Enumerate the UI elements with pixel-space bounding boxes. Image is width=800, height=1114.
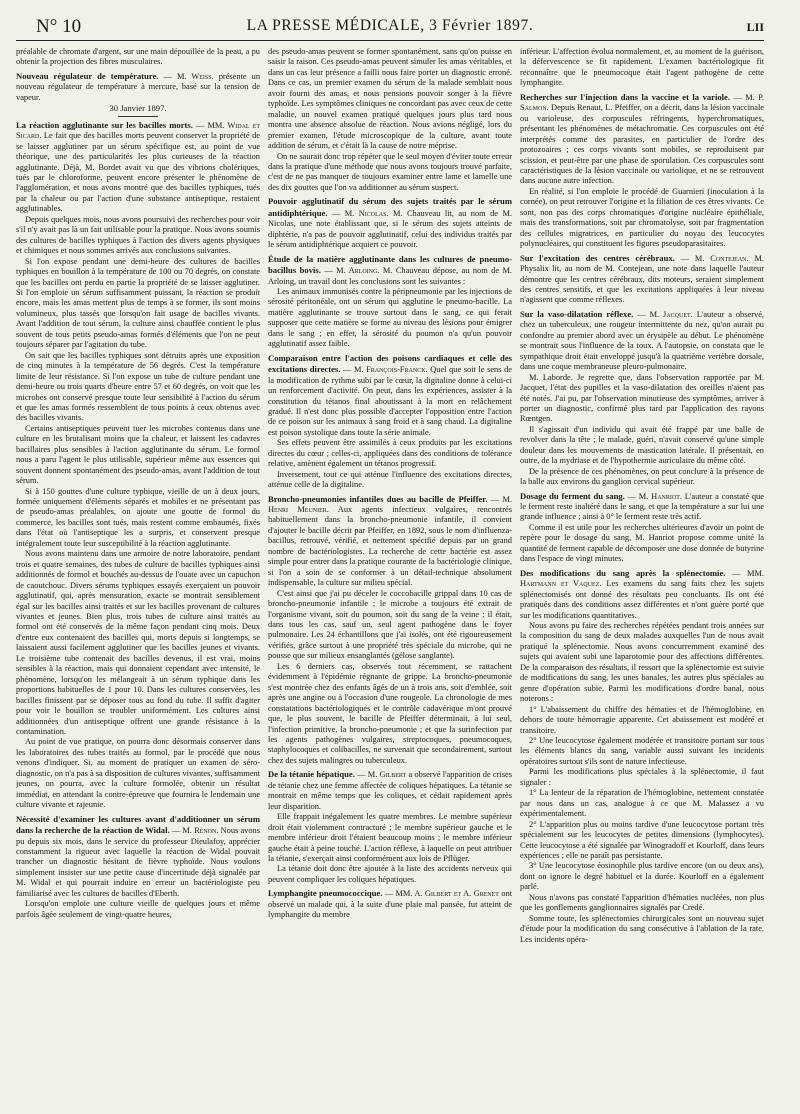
section-title: Pouvoir agglutinatif du sérum des sujets traités par le sérum antidiphtérique. bbox=[268, 196, 512, 218]
paragraph: Nous n'avons pas constaté l'apparition d'hématies nucléées, non plus que les gonflements ganglionnaires signalés par Credé. bbox=[520, 892, 764, 913]
paragraph: Si à 150 gouttes d'une culture typhique, vieille de un à deux jours, formée uniquement d'éléments séparés et mobiles et ne présentant pas de pseudo-amas préalables, on ajoute une goutte de formol du commerce, les bacilles sont tués, mais restent comme embaumés, fixés dans l'état où l'antiseptique les a surpris, et conservent presque intégralement toute leur susceptibilité à la réaction agglutinante. bbox=[16, 486, 260, 548]
section-text: Nous avons pu depuis six mois, dans le service du professeur Dieulafoy, apprécier constamment la rigueur avec laquelle la réaction de Widal pouvait trancher un diagnostic hésitant de fièvre typhoïde. Nous voulons simplement insister sur une petite cause d'incertitude déjà signalée par M. Widal et qui pourrait induire en erreur un bactériologiste peu familiarisé avec les cultures de bacilles d'Eberth. bbox=[16, 826, 260, 898]
section-text: M. Chauveau lit, au nom de M. Nicolas, une note établissant que, si le sérum des sujets atteints de diphtérie, n'a pas de pouvoir agglutinatif, celui des individus traités par le sérum antidiphtérique acquiert ce pouvoir. bbox=[268, 208, 512, 250]
section-title: Lymphangite pneumococcique. bbox=[268, 888, 383, 899]
section-text: présente un nouveau régulateur de température à mercure, basé sur la tension de vapeur. bbox=[16, 71, 260, 102]
paragraph: Lorsqu'on emploie une culture vieille de quelques jours et même parfois âgée seulement de vingt-quatre heures, bbox=[16, 899, 260, 919]
section-author: — MM. A. Gilbert et A. Grenet bbox=[384, 889, 499, 899]
section-text: Les examens du sang faits chez les sujets splénectomisés ont donné des résultats peu concluants. Ils ont été pratiqués dans des conditions assez différentes et n'ont guère porté que sur les modifications quantitatives. bbox=[520, 579, 764, 620]
section-text: L'auteur a observé, chez un tuberculeux, une rougeur intermittente du nez, qu'on aurait pu confondre au premier abord avec un érysipèle au début. Le phénomène se montrait sous l'influence de la toux. A l'autopsie, on constata que le sympathique droit était enveloppé jusqu'à la quatrième vertèbre dorsale, dans une coque membraneuse pleuro-pulmonaire. bbox=[520, 309, 764, 372]
paragraph: Les animaux immunisés contre la péripneumonie par les injections de sérosité péritonéale, ont un sérum qui agglutine le pneumo-bacille. La matière agglutinante se trouve surtout dans le sang, ce qui ferait supposer que cette matière se forme au niveau des lésions pour émigrer dans le sang ; en effet, la sérosité du poumon n'a qu'un pouvoir agglutinatif assez faible. bbox=[268, 286, 512, 349]
paragraph: Il s'agissait d'un individu qui avait été frappé par une balle de revolver dans la tête ; le malade, guéri, n'avait conservé qu'une simple douleur dans les mouvements de mastication latérale. Il présentait, en outre, de la mydriase et de l'hypothermie auriculaire du même côté. bbox=[520, 424, 764, 466]
paragraph: Nous avons pu faire des recherches répétées pendant trois années sur la composition du sang de deux malades auxquelles l'un de nous avait pratiqué la splénectomie. Nous avons concurremment examiné des sujets qui avaient subi une laparotomie pour des affections différentes. De la comparaison des résultats, il ressort que la splénectomie est suivie de modifications du sang, les unes banales, les autres plus spéciales au genre d'opération subie. Parmi les modifications d'ordre banal, nous noterons : bbox=[520, 621, 764, 704]
section-title: Recherches sur l'injection dans la vaccine et la variole. bbox=[520, 91, 731, 102]
page-header bbox=[16, 10, 764, 41]
paragraph: 1° L'abaissement du chiffre des hématies et de l'hémoglobine, en dehors de toute hémorragie apparente. Cet abaissement est modéré et transitoire. bbox=[520, 704, 764, 735]
paragraph: Parmi les modifications plus spéciales à la splénectomie, il faut signaler : bbox=[520, 767, 764, 787]
section-author: — M. François-Franck. bbox=[343, 365, 428, 375]
paragraph: Ses effets peuvent être assimilés à ceux produits par les excitations directes du cœur ; celles-ci, appliquées dans des conditions de tolérance relative, amènent également un tétanos progressif. bbox=[268, 438, 512, 469]
section-title: Des modifications du sang après la splénectomie. bbox=[520, 567, 726, 578]
paragraph: En réalité, si l'on emploie le procédé de Guarnieri (inoculation à la cornée), on peut retrouver l'origine et la filiation de ces êtres vivants. Ce sont, non pas des corps chromatiques d'origine nucléaire épithéliale, mais des transformations, soit par chromatolyse, soit par fragmentation des cellules migratrices, en particulier du noyau des leucocytes polynucléaires, qui constituent les figures pseudoparasitaires. bbox=[520, 186, 764, 249]
section-title: Nécessité d'examiner les cultures avant d'additionner un sérum dans la recherche de la réaction de Widal. bbox=[16, 813, 260, 836]
paragraph: On ne saurait donc trop répéter que le seul moyen d'éviter toute erreur dans la pratique d'une méthode que nous avons toujours trouvé parfaite, c'est de ne pas manquer de toujours examiner entre lame et lamelle une des dix gouttes que l'on va additionner au sérum suspect. bbox=[268, 151, 512, 192]
section-text: M. Physalix lit, au nom de M. Contejean, une note dans laquelle l'auteur démontre que les centres cérébraux, dits moteurs, seraient simplement des centres sensitifs, et que les excitations appliquées à leur niveau n'agissent que comme réflexes. bbox=[520, 253, 764, 305]
paragraph: des pseudo-amas peuvent se former spontanément, sans qu'on puisse en saisir la raison. Ces pseudo-amas peuvent simuler les amas véritables, et dans un cas leur présence a failli nous faire porter un diagnostic erroné. Dans ce cas, un premier examen du sérum de la malade semblait nous avoir fourni des amas, et nous pensions pouvoir songer à la fièvre typhoïde. Les symptômes cliniques ne concordant pas avec ceux de cette maladie, un nouvel examen pratiqué quelques jours plus tard nous montra une absence absolue de réaction. Nous avions négligé, lors du premier examen, l'étude microscopique de la culture, avant toute addition de sérum, et c'était là la cause de notre méprise. bbox=[268, 47, 512, 151]
paragraph: 2° Une leucocytose également modérée et transitoire portant sur tous les éléments blancs du sang, variable aussi suivant les incidents opératoires surtout s'ils sont de nature infectieuse. bbox=[520, 736, 764, 766]
paragraph: Certains antiseptiques peuvent tuer les microbes contenus dans une culture en les brutalisant moins que la chaleur, et laissent les cadavres bacillaires plus sensibles à l'action agglutinante du sérum. Le formol nous a paru l'agent le plus utilisable, supérieur même aux essences qui souvent donnent spontanément des pseudo-amas, avant l'addition de tout sérum. bbox=[16, 423, 260, 486]
publication-title: LA PRESSE MÉDICALE, 3 Février 1897. bbox=[246, 17, 534, 34]
section-text: Aux agents infectieux vulgaires, rencontrés habituellement dans la broncho-pneumonie infantile, il convient d'ajouter le bacille décrit par Pfeiffer, en 1892, sous le nom d'influenza-bacillus, retrouvé, vérifié, et nettement spécifié depuis par un grand nombre de bactériologistes. La recherche de cette bactérie est assez simple pour entrer dans la pratique courante de la bactériologie clinique, si l'on a soin de se conformer à un détail-technique absolument indispensable, la culture sur milieu spécial. bbox=[268, 505, 512, 588]
section-title: Sur l'excitation des centres cérébraux. bbox=[520, 252, 675, 263]
paragraph: On sait que les bacilles typhiques sont détruits après une exposition de cinq minutes à la température de 56 degrés. C'est la température limite de leur résistance. Si l'on expose un tube de culture pendant une demi-heure ou trois quarts d'heure entre 57 et 60 degrés, on voit que les microbes ont conservé presque toute leur sensibilité à l'action du sérum et que les amas formés ressemblent de tous points à ceux obtenus avec des bacilles vivants. bbox=[16, 350, 260, 423]
section-author: — M. Hanriot. bbox=[627, 491, 682, 501]
paragraph: 2° L'apparition plus ou moins tardive d'une leucocytose portant très spécialement sur les leucocytes de petites dimensions (lymphocytes). Cette leucocytose a été signalée par Winogradoff et Kourloff, dans leurs expériences ; elle ne paraît pas persistante. bbox=[520, 819, 764, 860]
paragraph: Inversement, tout ce qui atténue l'influence des excitations directes, atténue celle de la digitaline. bbox=[268, 469, 512, 490]
section-text: ont observé un malade qui, à la suite d'une plaie mal pansée, fut atteint de lymphangite du membre bbox=[268, 889, 512, 920]
paragraph: La tétanie doit donc être ajoutée à la liste des accidents nerveux qui peuvent compliquer les coliques hépatiques. bbox=[268, 864, 512, 884]
section-title: La réaction agglutinante sur les bacilles morts. bbox=[16, 119, 193, 130]
paragraph: Comme il est utile pour les recherches ultérieures d'avoir un point de repère pour le dosage du sang, M. Hanriot propose comme unité la quantité de ferment capable de décomposer une dose donnée de butyrine dans l'espace de vingt minutes. bbox=[520, 522, 764, 564]
paragraph: 1° La lenteur de la réparation de l'hémoglobine, nettement constatée par nous dans un cas, analogue à ce que M. Malassez a vu expérimentalement. bbox=[520, 788, 764, 819]
section-author: — M. Rénon. bbox=[171, 826, 219, 836]
paragraph: Nous avons maintenu dans une armoire de notre laboratoire, pendant trois et quatre semaines, des tubes de culture de bacilles typhiques ainsi additionnés de formol et bouchés au-dessus de l'ouate avec un capuchon de caoutchouc. Divers sérums typhiques essayés exerçaient un pouvoir agglutinatif, qui, après mensuration, exacte se montrait sensiblement égal sur les bacilles ainsi traités et sur les bacilles provenant de cultures vivantes et jeunes. Bien plus, trois tubes de culture ainsi traités au formol ont été conservés de la même façon pendant cinq mois. Deux d'entre eux contenaient des bacilles qui, morts depuis si longtemps, se laissaient aussi facilement agglutiner que les bacilles jeunes et vivants. Le troisième tube contenait des bacilles devenus, il est vrai, moins sensibles à la réaction, mais qui donnaient cependant avec intensité, le phénomène, lorsqu'on les mélangeait à un sérum typhique dans les proportions habituelles de 1 pour 10. Dans les cultures conservées, les bacilles finissent par se déposer tous au fond du tube. Il suffit d'agiter pour voir le bouillon se troubler uniformément. Les cultures ainsi additionnées d'un antiseptique offrent une grande résistance à la contamination. bbox=[16, 549, 260, 736]
paragraph: Elle frappait inégalement les quatre membres. Le membre supérieur droit était violemment contracturé ; le membre supérieur gauche et le membre inférieur droit l'étaient beaucoup moins ; le membre inférieur gauche était à peine touché. L'action réflexe, à laquelle on peut attribuer la tétanie, s'exerçait ainsi conformément aux lois de Pflüger. bbox=[268, 812, 512, 863]
column-2 bbox=[268, 47, 512, 1109]
section-author: — M. Nicolas. bbox=[331, 208, 389, 218]
section-title: Broncho-pneumonies infantiles dues au bacille de Pfeiffer. bbox=[268, 493, 488, 504]
session-date: 30 Janvier 1897. bbox=[16, 103, 260, 116]
section-title: Nouveau régulateur de température. bbox=[16, 70, 159, 81]
text-columns bbox=[16, 41, 764, 1109]
section-author: — M. P. Salmon. bbox=[520, 92, 764, 113]
section-text: Quel que soit le sens de la modification de rythme subi par le cœur, la digitaline donne à celui-ci un renforcement d'activité. On peut, dans les expériences, assister à la constitution du tétanos final aboutissant à la mort en relâchement gradué. Il n'est donc plus possible d'accepter l'opposition entre l'action de ce poison sur les animaux à sang froid et à sang chaud. La digitaline est poison systolique dans toute la série animale. bbox=[268, 365, 512, 437]
paragraph: C'est ainsi que j'ai pu déceler le coccobacille grippal dans 10 cas de broncho-pneumonie infantile ; le microbe a toujours été extrait de l'organisme vivant, soit du poumon, soit du sang de la veine ; il était, dans tous les cas, sauf un, seul agent pathogène dans le foyer pulmonaire. Les 24 échantillons que j'ai isolés, ont été rigoureusement vérifiés, grâce surtout à une propriété très spéciale du microbe, qui ne pousse que sur milieux ensanglantés (gélose sanglante). bbox=[268, 588, 512, 661]
issue-number: N° 10 bbox=[36, 16, 82, 37]
paragraph: inférieur. L'affection évolua normalement, et, au moment de la guérison, la défervescence se fit rapidement. L'examen bactériologique fit reconnaître que le pneumocoque était l'agent pathogène de cette lymphangite. bbox=[520, 47, 764, 88]
paragraph: M. Laborde. Je regrette que, dans l'observation rapportée par M. Jacquet, l'état des pupilles et la vaso-dilatation des oreilles n'aient pas été notés. J'ai pu, par l'observation minutieuse des symptômes, arriver à porter un diagnostic, confirmé plus tard par l'application des rayons Rœntgen. bbox=[520, 372, 764, 424]
section-title: Étude de la matière agglutinante dans les cultures de pneumo-bacillus bovis. bbox=[268, 253, 512, 276]
section-text: L'auteur a constaté que le ferment reste inaltéré dans le sang, et que la température a sur lui une grande influence ; ainsi à 0° le ferment reste très actif. bbox=[520, 491, 764, 522]
section-author: — M. Arloing. bbox=[324, 266, 380, 276]
section-author: — MM. Widal et Sicard. bbox=[16, 120, 260, 141]
paragraph: préalable de chromate d'argent, sur une main dépouillée de la peau, a pu obtenir la projection des fibres musculaires. bbox=[16, 47, 260, 67]
section-author: — MM. Hartmann et Vaquez. bbox=[520, 568, 764, 589]
column-3 bbox=[520, 47, 764, 1109]
page-number: LII bbox=[746, 20, 764, 34]
paragraph: Somme toute, les splénectomies chirurgicales sont un nouveau sujet d'étude pour la modification du sang consécutive à l'ablation de la rate. Les incidents opéra- bbox=[520, 913, 764, 944]
paragraph: Si l'on expose pendant une demi-heure des cultures de bacilles typhiques en bouillon à la température de 100 ou 70 degrés, on constate que les bacilles ont perdu en partie la propriété de se laisser agglutiner. Si l'on emploie un sérum suffisamment puissant, la réaction se produit encore, mais les amas mettent plus de temps à se former, ils sont moins volumineux, plus tassés que lorsqu'on fait usage de bacilles vivants. Avant l'addition de tout sérum, la culture ainsi chauffée contient le plus souvent de tous petits pseudo-amas formés d'éléments que l'on ne peut toujours séparer par l'agitation du tube. bbox=[16, 256, 260, 350]
section-title: Sur la vaso-dilatation réflexe. bbox=[520, 308, 634, 319]
section-text: a observé l'apparition de crises de tétanie chez une femme affectée de coliques hépatiques. La tétanie se montrait en même temps que les coliques, et cédait rapidement après leur disparition. bbox=[268, 770, 512, 811]
section-text: M. Chauveau dépose, au nom de M. Arloing, un travail dont les conclusions sont les suivantes : bbox=[268, 266, 512, 286]
column-1 bbox=[16, 47, 260, 1109]
section-title: Dosage du ferment du sang. bbox=[520, 490, 625, 501]
section-title: De la tétanie hépatique. bbox=[268, 769, 355, 780]
section-author: — M. Gilbert bbox=[357, 770, 407, 780]
section-author: — M. Contejean. bbox=[680, 253, 749, 263]
paragraph: Au point de vue pratique, on pourra donc désormais conserver dans les laboratoires des tubes traités au formol, par le procédé que nous venons d'indiquer. Si, au moment de pratiquer un examen de séro-diagnostic, on n'a pas à sa disposition de cultures vivantes, suffisamment jeunes, on pourra, avec la culture formolée, obtenir un résultat immédiat, en attendant la contre-épreuve que fournira le lendemain une culture vivante et rajeunie. bbox=[16, 737, 260, 810]
paragraph: Les 6 derniers cas, observés tout récemment, se rattachent évidemment à l'épidémie régnante de grippe. La broncho-pneumonie s'est montrée chez des enfants âgés de un à trois ans, soit d'emblée, soit après une angine ou à l'occasion d'une rougeole. La chronologie de mes constatations bactériologiques et le contrôle cadavérique m'ont prouvé que, le plus souvent, le bacille de Pfeiffer déterminait, à lui seul, l'infection primitive, la broncho-pneumonie ; et que la surinfection par les agents pathogènes vulgaires, streptocoques, pneumocoques, staphylocoques et colibacilles, ne survenait que secondairement, surtout chez des sujets malingres ou tuberculeux. bbox=[268, 661, 512, 765]
section-author: — M. Jacquet. bbox=[637, 309, 693, 319]
section-title: Comparaison entre l'action des poisons cardiaques et celle des excitations directes. bbox=[268, 352, 512, 375]
section-text: Depuis Renaut, L. Pfeiffer, on a décrit, dans la lésion vaccinale ou varioleuse, des corpuscules réfringents, hyperchromatiques, présentant les phénomènes de métachromatie. Ces corpuscules ont été interprétés comme des parasites, en particulier de l'ordre des protozoaires ; ces corps vivants sont mobiles, se reproduisent par scission, et peut-être par une phase de sporulation. Ces corpuscules sont caractéristiques de la lésion vaccinale ou variolique, et ne se retrouvent dans aucune autre infection. bbox=[520, 103, 764, 186]
section-text: Le fait que des bacilles morts peuvent conserver la propriété de se laisser agglutiner par un sérum spécifique est, au point de vue théorique, une des particularités les plus curieuses de la réaction agglutinante. Déjà, M. Bordet avait vu que des vibrions cholériques, tués par le chloroforme, peuvent encore présenter le phénomène de l'agglomération, et nous avons montré que des bacilles typhiques, tués par la chaleur ou par l'action d'une substance antiseptique, restaient agglutinables. bbox=[16, 131, 260, 214]
section-author: — M. Henri Meunier. bbox=[268, 494, 512, 515]
paragraph: Depuis quelques mois, nous avons poursuivi des recherches pour voir s'il n'y avait pas là un fait utilisable pour la pratique. Nous avons soumis des cultures de bacilles typhiques à l'action des divers agents physiques et chimiques et nous sommes arrivés aux conclusions suivantes. bbox=[16, 214, 260, 256]
paragraph: De la présence de ces phénomènes, on peut conclure à la présence de la balle aux environs du ganglion cervical supérieur. bbox=[520, 466, 764, 487]
section-author: — M. Weiss. bbox=[163, 71, 214, 81]
paragraph: 3° Une leucocytose éosinophile plus tardive encore (un ou deux ans), dont on ignore le degré habituel et la durée. Kourloff en a également parlé. bbox=[520, 861, 764, 892]
